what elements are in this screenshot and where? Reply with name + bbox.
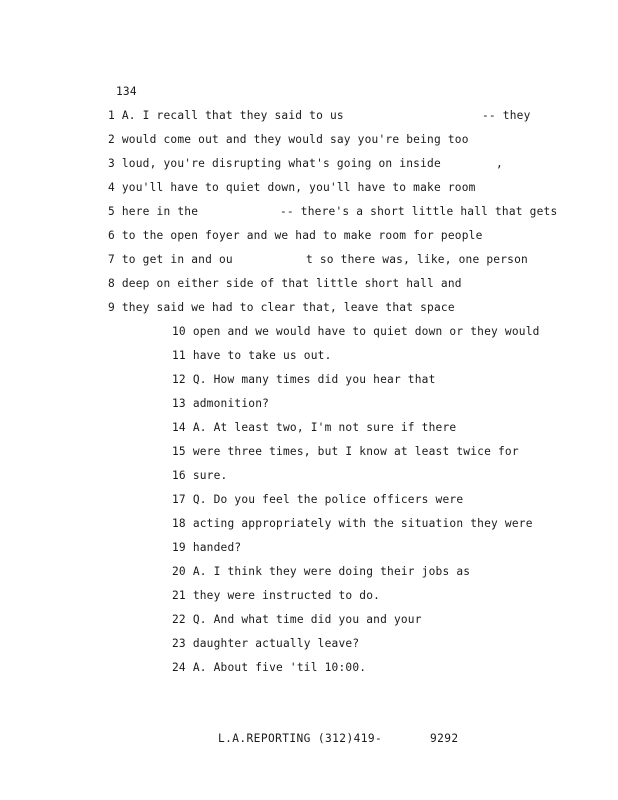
transcript-line-15 bbox=[172, 445, 519, 459]
transcript-line-3 bbox=[108, 157, 503, 171]
line-number: 19 bbox=[172, 541, 186, 554]
transcript-line-4 bbox=[108, 181, 476, 195]
line-text: you'll have to quiet down, you'll have to make room bbox=[121, 181, 476, 194]
line-text: acting appropriately with the situation they were bbox=[192, 517, 533, 530]
line-text: Q. And what time did you and your bbox=[192, 613, 422, 626]
line-number: 15 bbox=[172, 445, 186, 458]
line-number: 14 bbox=[172, 421, 186, 434]
line-text: have to take us out. bbox=[192, 349, 332, 362]
line-text-continued: -- there's a short little hall that gets bbox=[280, 205, 558, 218]
transcript-line-5 bbox=[108, 205, 558, 219]
line-text: daughter actually leave? bbox=[192, 637, 360, 650]
line-text: Q. Do you feel the police officers were bbox=[192, 493, 464, 506]
line-number: 13 bbox=[172, 397, 186, 410]
transcript-line-19 bbox=[172, 541, 241, 555]
line-number: 12 bbox=[172, 373, 186, 386]
transcript-line-18 bbox=[172, 517, 533, 531]
transcript-line-16 bbox=[172, 469, 228, 483]
page-footer bbox=[218, 732, 459, 745]
line-text: sure. bbox=[192, 469, 228, 482]
line-number: 7 bbox=[108, 253, 115, 266]
line-number: 24 bbox=[172, 661, 186, 674]
transcript-line-20 bbox=[172, 565, 470, 579]
line-text: A. I think they were doing their jobs as bbox=[192, 565, 471, 578]
line-number: 1 bbox=[108, 109, 115, 122]
line-number: 6 bbox=[108, 229, 115, 242]
line-text: open and we would have to quiet down or they would bbox=[192, 325, 540, 338]
line-text: would come out and they would say you're being too bbox=[121, 133, 469, 146]
transcript-line-2 bbox=[108, 133, 469, 147]
line-number: 21 bbox=[172, 589, 186, 602]
line-number: 18 bbox=[172, 517, 186, 530]
line-text: here in the bbox=[121, 205, 199, 218]
line-text: Q. How many times did you hear that bbox=[192, 373, 436, 386]
footer-reporter: L.A.REPORTING (312)419- bbox=[218, 732, 383, 745]
line-number: 20 bbox=[172, 565, 186, 578]
transcript-line-7 bbox=[108, 253, 528, 267]
line-text: were three times, but I know at least twice for bbox=[192, 445, 519, 458]
transcript-line-13 bbox=[172, 397, 269, 411]
transcript-line-17 bbox=[172, 493, 463, 507]
line-text: handed? bbox=[192, 541, 242, 554]
line-number: 22 bbox=[172, 613, 186, 626]
transcript-line-14 bbox=[172, 421, 456, 435]
line-text: A. About five 'til 10:00. bbox=[192, 661, 367, 674]
transcript-line-11 bbox=[172, 349, 332, 363]
line-number: 9 bbox=[108, 301, 115, 314]
transcript-line-1 bbox=[108, 109, 531, 123]
line-text-continued: t so there was, like, one person bbox=[306, 253, 528, 266]
line-text: admonition? bbox=[192, 397, 270, 410]
transcript-line-10 bbox=[172, 325, 540, 339]
line-text: A. I recall that they said to us bbox=[121, 109, 344, 122]
transcript-line-21 bbox=[172, 589, 380, 603]
line-text: they were instructed to do. bbox=[192, 589, 381, 602]
line-number: 3 bbox=[108, 157, 115, 170]
transcript-line-22 bbox=[172, 613, 422, 627]
line-number: 5 bbox=[108, 205, 115, 218]
line-text: A. At least two, I'm not sure if there bbox=[192, 421, 457, 434]
line-text-continued: , bbox=[496, 157, 503, 170]
line-number: 8 bbox=[108, 277, 115, 290]
line-number: 23 bbox=[172, 637, 186, 650]
transcript-line-6 bbox=[108, 229, 483, 243]
transcript-line-9 bbox=[108, 301, 455, 315]
transcript-line-23 bbox=[172, 637, 359, 651]
transcript-line-8 bbox=[108, 277, 462, 291]
line-number: 4 bbox=[108, 181, 115, 194]
page-number: 134 bbox=[116, 85, 137, 98]
line-text-continued: -- they bbox=[482, 109, 531, 122]
line-text: to the open foyer and we had to make room for people bbox=[121, 229, 483, 242]
line-text: to get in and ou bbox=[121, 253, 233, 266]
line-number: 17 bbox=[172, 493, 186, 506]
line-text: loud, you're disrupting what's going on inside bbox=[121, 157, 441, 170]
line-number: 16 bbox=[172, 469, 186, 482]
line-text: deep on either side of that little short hall and bbox=[121, 277, 462, 290]
footer-phone-tail: 9292 bbox=[430, 732, 459, 745]
line-text: they said we had to clear that, leave that space bbox=[121, 301, 455, 314]
line-number: 10 bbox=[172, 325, 186, 338]
transcript-line-12 bbox=[172, 373, 436, 387]
line-number: 11 bbox=[172, 349, 186, 362]
transcript-line-24 bbox=[172, 661, 366, 675]
line-number: 2 bbox=[108, 133, 115, 146]
